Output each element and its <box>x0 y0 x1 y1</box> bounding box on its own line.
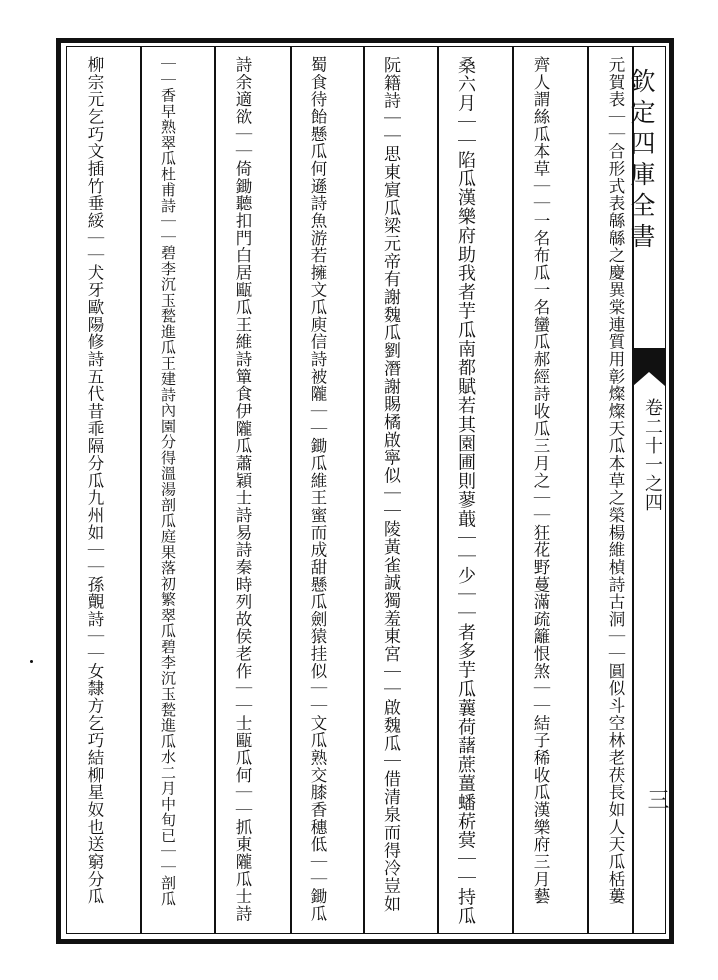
column-rule <box>214 47 216 933</box>
column-rule <box>512 47 514 933</box>
text-column: 阮籍詩｜｜思東賔瓜梁元帝有謝魏瓜劉潛謝賜橘啟寧似｜｜陵黃雀誠獨羞東宮｜｜啟魏瓜｜借清泉而得冷豈如 <box>380 56 400 913</box>
header-column <box>627 48 669 932</box>
column-rule <box>290 47 292 933</box>
text-column: 桑六月｜｜陷瓜漢樂府助我者芋瓜南都賦若其園圃則蓼蕺｜｜少｜｜者多芋瓜蘘荷藷蔗薑蟠菥蓂｜｜持瓜 <box>455 56 476 926</box>
fish-tail-mark-icon <box>633 348 665 386</box>
column-rule <box>363 47 365 933</box>
page-number: 三 <box>644 788 669 810</box>
column-rule <box>140 47 142 933</box>
text-column: ｜｜香早熟翠瓜杜甫詩｜｜碧李沉玉甃進瓜王建詩內園分得溫湯剖瓜庭果落初繁翠瓜碧李沉玉甃進瓜水二月中旬已｜｜剖瓜 <box>159 56 177 907</box>
text-column: 柳宗元乞巧文插竹垂綏｜｜犬牙歐陽修詩五代昔乖隔分瓜九州如｜｜孫覿詩｜｜女隸方乞巧結柳星奴也送窮分瓜 <box>85 56 104 905</box>
text-column: 詩余適欲｜｜倚鋤聽扣門白居甌瓜王維詩簞食伊隴瓜蕭穎士詩易詩秦時列故侯老作｜｜士甌瓜何｜｜抓東隴瓜士詩 <box>233 56 252 923</box>
text-column: 齊人謂絲瓜本草｜｜一名布瓜一名蠻瓜郝經詩收瓜三月之｜｜狂花野蔓滿疏籬恨煞｜｜結子稀收瓜漢樂府三月藝 <box>531 56 550 905</box>
volume-label: 卷二十一之四 <box>642 398 663 512</box>
book-title: 欽定四庫全書 <box>627 68 656 254</box>
text-column: 蜀食待飴懸瓜何遜詩魚游若擁文瓜庾信詩被隴｜｜鋤瓜維王蜜而成甜懸瓜劍猿挂似｜｜文瓜熟交膝香穗低｜｜鋤瓜 <box>308 56 327 923</box>
text-column: 元賀表｜｜合形式表緜緜之慶異棠連質用彰燦燦天瓜本草之榮楊維楨詩古洞｜｜圓似斗空林老茯長如人天瓜栝蔞 <box>606 56 625 905</box>
column-rule <box>587 47 589 933</box>
column-rule <box>437 47 439 933</box>
ink-dot <box>30 660 33 663</box>
